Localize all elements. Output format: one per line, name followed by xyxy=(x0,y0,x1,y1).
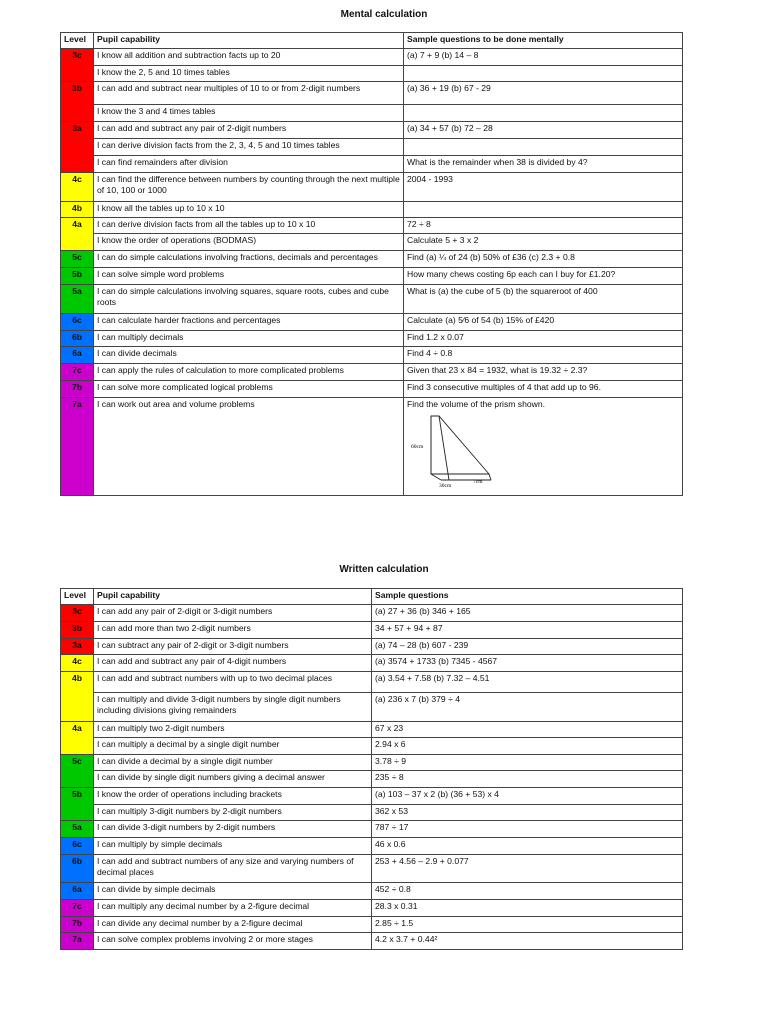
question-cell: (a) 36 + 19 (b) 67 - 29 xyxy=(404,82,683,105)
question-cell: 67 x 23 xyxy=(372,722,683,738)
level-cell xyxy=(61,331,94,347)
capability-cell: I can divide by single digit numbers giving a decimal answer xyxy=(94,771,372,788)
mental-calculation-table xyxy=(60,32,683,496)
question-cell: Find 4 ÷ 0.8 xyxy=(404,347,683,364)
capability-cell: I can solve complex problems involving 2 or more stages xyxy=(94,933,372,950)
level-badge: 5a xyxy=(72,822,82,832)
level-cell xyxy=(61,202,94,218)
level-cell xyxy=(61,672,94,722)
mental-calculation-title: Mental calculation xyxy=(340,9,428,20)
level-cell xyxy=(61,917,94,933)
question-cell: Given that 23 x 84 = 1932, what is 19.32 ÷ 2.3? xyxy=(404,364,683,381)
level-badge: 3a xyxy=(72,123,82,133)
capability-cell: I can do simple calculations involving fractions, decimals and percentages xyxy=(94,251,404,268)
capability-cell: I can find the difference between numbers by counting through the next multiple of 10, 100 or 1000 xyxy=(94,173,404,202)
level-cell xyxy=(61,722,94,755)
level-badge: 6b xyxy=(71,332,83,342)
capability-cell: I can add more than two 2-digit numbers xyxy=(94,622,372,639)
question-cell: 362 x 53 xyxy=(372,805,683,821)
prism-question-text: Find the volume of the prism shown. xyxy=(407,399,546,409)
question-cell: What is the remainder when 38 is divided by 4? xyxy=(404,156,683,173)
level-badge: 5b xyxy=(71,789,83,799)
question-cell: (a) 103 – 37 x 2 (b) (36 + 53) x 4 xyxy=(372,788,683,805)
capability-cell: I can work out area and volume problems xyxy=(94,398,404,496)
level-cell xyxy=(61,622,94,639)
level-badge: 4b xyxy=(71,203,83,213)
level-badge: 5c xyxy=(72,756,82,766)
level-badge: 5b xyxy=(71,269,83,279)
level-cell xyxy=(61,49,94,82)
level-cell xyxy=(61,364,94,381)
level-badge: 4a xyxy=(72,219,82,229)
prism-diagram xyxy=(411,414,501,488)
level-cell xyxy=(61,381,94,398)
capability-cell: I can multiply any decimal number by a 2-figure decimal xyxy=(94,900,372,917)
capability-cell: I know the order of operations including brackets xyxy=(94,788,372,805)
capability-header: Pupil capability xyxy=(94,33,404,49)
capability-cell: I know all the tables up to 10 x 10 xyxy=(94,202,404,218)
level-cell xyxy=(61,655,94,672)
written-calculation-title: Written calculation xyxy=(339,564,429,575)
capability-cell: I know the order of operations (BODMAS) xyxy=(94,234,404,251)
level-cell xyxy=(61,268,94,285)
capability-cell: I can multiply and divide 3-digit numbers by single digit numbers including divisions giving remainders xyxy=(94,693,372,722)
question-cell: (a) 27 + 36 (b) 346 + 165 xyxy=(372,605,683,622)
capability-cell: I can multiply a decimal by a single digit number xyxy=(94,738,372,755)
level-cell xyxy=(61,285,94,314)
level-badge: 3c xyxy=(72,50,82,60)
level-badge: 6a xyxy=(72,884,82,894)
capability-cell: I can apply the rules of calculation to more complicated problems xyxy=(94,364,404,381)
capability-cell: I can add and subtract numbers with up to two decimal places xyxy=(94,672,372,693)
questions-header: Sample questions to be done mentally xyxy=(404,33,683,49)
question-cell xyxy=(404,66,683,82)
question-cell: 235 ÷ 8 xyxy=(372,771,683,788)
level-badge: 7c xyxy=(72,901,82,911)
capability-cell: I can add and subtract any pair of 4-digit numbers xyxy=(94,655,372,672)
question-cell: (a) 236 x 7 (b) 379 ÷ 4 xyxy=(372,693,683,722)
level-cell xyxy=(61,398,94,496)
question-cell xyxy=(404,202,683,218)
capability-cell: I can add and subtract near multiples of 10 to or from 2-digit numbers xyxy=(94,82,404,105)
capability-cell: I can multiply decimals xyxy=(94,331,404,347)
capability-cell: I can derive division facts from the 2, 3, 4, 5 and 10 times tables xyxy=(94,139,404,156)
level-badge: 3c xyxy=(72,606,82,616)
level-cell xyxy=(61,838,94,855)
level-cell xyxy=(61,755,94,788)
level-cell xyxy=(61,855,94,883)
level-header: Level xyxy=(61,33,94,49)
capability-cell: I can solve simple word problems xyxy=(94,268,404,285)
level-badge: 7b xyxy=(71,382,83,392)
level-badge: 4c xyxy=(72,656,82,666)
level-cell xyxy=(61,314,94,331)
capability-header: Pupil capability xyxy=(94,589,372,605)
level-badge: 5a xyxy=(72,286,82,296)
level-badge: 6a xyxy=(72,348,82,358)
question-cell xyxy=(404,105,683,122)
level-badge: 3b xyxy=(71,623,83,633)
level-badge: 6c xyxy=(72,315,82,325)
question-cell: (a) 34 + 57 (b) 72 – 28 xyxy=(404,122,683,139)
capability-cell: I can solve more complicated logical problems xyxy=(94,381,404,398)
prism-height-label: 60cm xyxy=(411,443,424,450)
level-cell xyxy=(61,82,94,122)
question-cell: Calculate 5 + 3 x 2 xyxy=(404,234,683,251)
capability-cell: I can find remainders after division xyxy=(94,156,404,173)
question-cell: (a) 3574 + 1733 (b) 7345 - 4567 xyxy=(372,655,683,672)
prism-base-label: 30cm xyxy=(439,482,452,488)
level-cell xyxy=(61,347,94,364)
level-cell xyxy=(61,639,94,655)
level-badge: 7c xyxy=(72,365,82,375)
level-badge: 4b xyxy=(71,673,83,683)
level-header: Level xyxy=(61,589,94,605)
level-cell xyxy=(61,900,94,917)
level-cell xyxy=(61,173,94,202)
capability-cell: I can add and subtract any pair of 2-digit numbers xyxy=(94,122,404,139)
capability-cell: I can multiply two 2-digit numbers xyxy=(94,722,372,738)
question-cell: 787 ÷ 17 xyxy=(372,821,683,838)
question-cell: 253 + 4.56 – 2.9 + 0.077 xyxy=(372,855,683,883)
level-badge: 4a xyxy=(72,723,82,733)
question-cell: 34 + 57 + 94 + 87 xyxy=(372,622,683,639)
level-cell xyxy=(61,122,94,173)
level-cell xyxy=(61,883,94,900)
capability-cell: I can multiply 3-digit numbers by 2-digit numbers xyxy=(94,805,372,821)
question-cell: (a) 74 – 28 (b) 607 - 239 xyxy=(372,639,683,655)
question-cell: 46 x 0.6 xyxy=(372,838,683,855)
question-cell: 2.94 x 6 xyxy=(372,738,683,755)
prism-figure xyxy=(407,410,679,488)
question-cell: Find 3 consecutive multiples of 4 that add up to 96. xyxy=(404,381,683,398)
capability-cell: I can divide by simple decimals xyxy=(94,883,372,900)
level-badge: 5c xyxy=(72,252,82,262)
level-cell xyxy=(61,821,94,838)
question-cell: 4.2 x 3.7 + 0.44² xyxy=(372,933,683,950)
capability-cell: I know all addition and subtraction facts up to 20 xyxy=(94,49,404,66)
questions-header: Sample questions xyxy=(372,589,683,605)
capability-cell: I can multiply by simple decimals xyxy=(94,838,372,855)
level-badge: 3b xyxy=(71,83,83,93)
level-badge: 6b xyxy=(71,856,83,866)
level-cell xyxy=(61,605,94,622)
capability-cell: I can add any pair of 2-digit or 3-digit numbers xyxy=(94,605,372,622)
level-cell xyxy=(61,251,94,268)
question-cell: How many chews costing 6p each can I buy for £1.20? xyxy=(404,268,683,285)
capability-cell: I know the 2, 5 and 10 times tables xyxy=(94,66,404,82)
question-cell: 2004 - 1993 xyxy=(404,173,683,202)
level-badge: 3a xyxy=(72,640,82,650)
question-cell xyxy=(404,398,683,496)
level-badge: 7a xyxy=(72,399,82,409)
question-cell: What is (a) the cube of 5 (b) the squareroot of 400 xyxy=(404,285,683,314)
question-cell: 2.85 ÷ 1.5 xyxy=(372,917,683,933)
level-cell xyxy=(61,218,94,251)
question-cell: 452 ÷ 0.8 xyxy=(372,883,683,900)
question-cell xyxy=(404,139,683,156)
question-cell: Find (a) ¼ of 24 (b) 50% of £36 (c) 2.3 + 0.8 xyxy=(404,251,683,268)
capability-cell: I can add and subtract numbers of any size and varying numbers of decimal places xyxy=(94,855,372,883)
level-cell xyxy=(61,933,94,950)
capability-cell: I can divide 3-digit numbers by 2-digit numbers xyxy=(94,821,372,838)
question-cell: (a) 3.54 + 7.58 (b) 7.32 – 4.51 xyxy=(372,672,683,693)
question-cell: 3.78 ÷ 9 xyxy=(372,755,683,771)
question-cell: (a) 7 + 9 (b) 14 – 8 xyxy=(404,49,683,66)
prism-depth-label: 7cm xyxy=(473,478,483,485)
level-cell xyxy=(61,788,94,821)
capability-cell: I can derive division facts from all the tables up to 10 x 10 xyxy=(94,218,404,234)
capability-cell: I know the 3 and 4 times tables xyxy=(94,105,404,122)
question-cell: 28.3 x 0.31 xyxy=(372,900,683,917)
question-cell: Find 1.2 x 0.07 xyxy=(404,331,683,347)
capability-cell: I can subtract any pair of 2-digit or 3-digit numbers xyxy=(94,639,372,655)
level-badge: 7b xyxy=(71,918,83,928)
capability-cell: I can divide a decimal by a single digit number xyxy=(94,755,372,771)
level-badge: 7a xyxy=(72,934,82,944)
written-calculation-table xyxy=(60,588,683,950)
capability-cell: I can divide any decimal number by a 2-figure decimal xyxy=(94,917,372,933)
question-cell: 72 ÷ 8 xyxy=(404,218,683,234)
capability-cell: I can calculate harder fractions and percentages xyxy=(94,314,404,331)
capability-cell: I can do simple calculations involving squares, square roots, cubes and cube roots xyxy=(94,285,404,314)
question-cell: Calculate (a) 5⁄6 of 54 (b) 15% of £420 xyxy=(404,314,683,331)
level-badge: 4c xyxy=(72,174,82,184)
capability-cell: I can divide decimals xyxy=(94,347,404,364)
level-badge: 6c xyxy=(72,839,82,849)
